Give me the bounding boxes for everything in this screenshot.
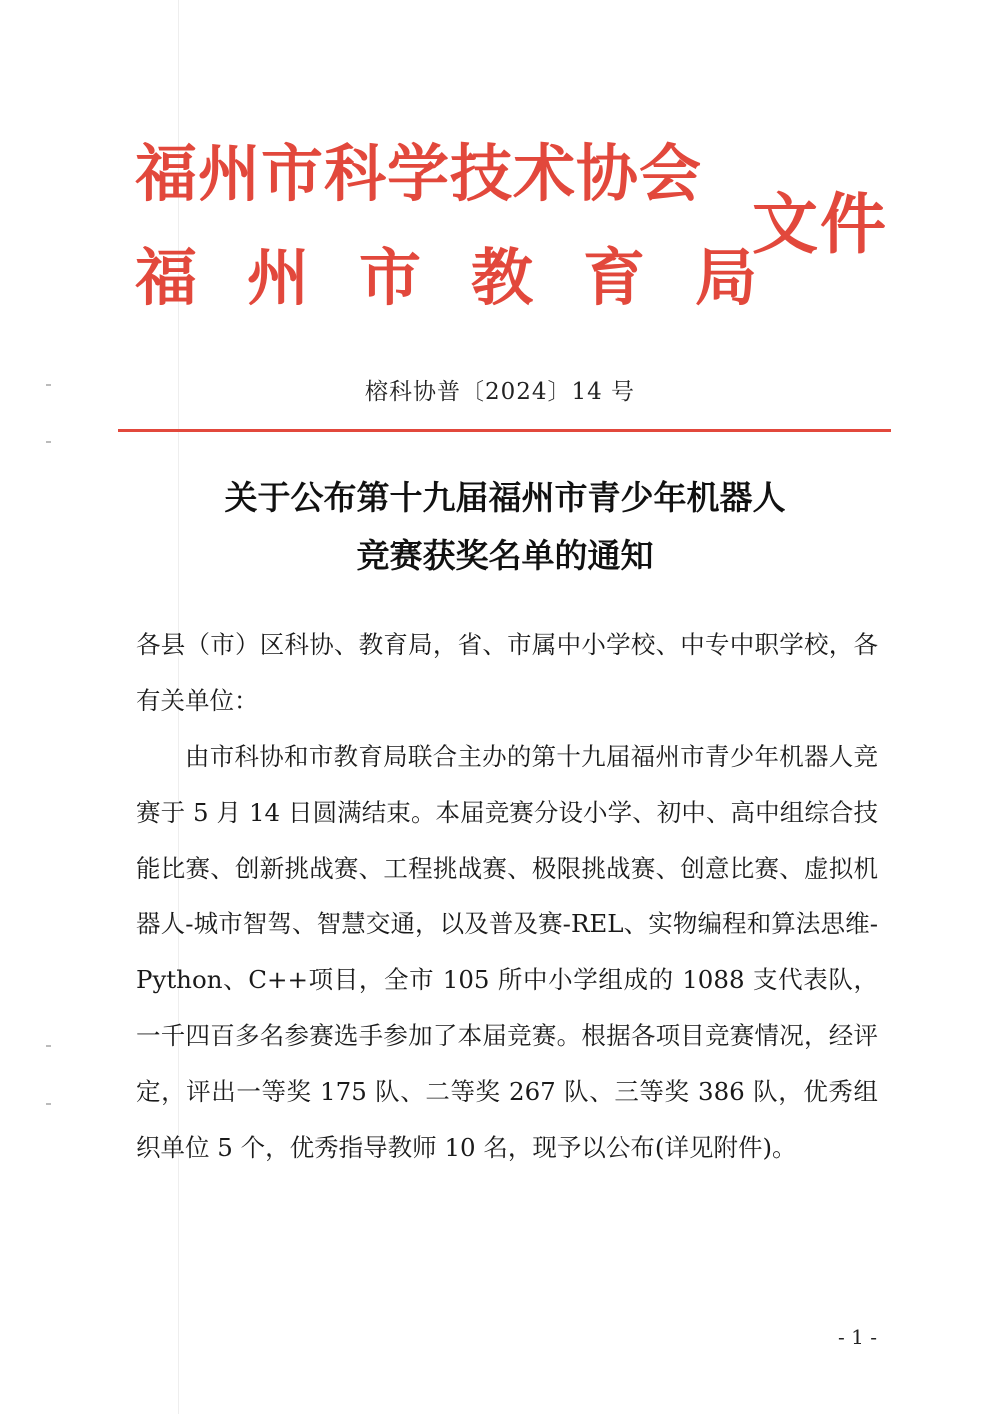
letterhead-red-rule [118,429,891,432]
body-paragraph: 由市科协和市教育局联合主办的第十九届福州市青少年机器人竞赛于 5 月 14 日圆满结束。本届竞赛分设小学、初中、高中组综合技能比赛、创新挑战赛、工程挑战赛、极限挑战赛、创意比赛、虚拟机器人-城市智驾、智慧交通，以及普及赛-REL、实物编程和算法思维-Python、C++项目，全市 105 所中小学组成的 1088 支代表队，一千四百多名参赛选手参加了本届竞赛。根据各项目竞赛情况，经评定，评出一等奖 175 队、二等奖 267 队、三等奖 386 队，优秀组织单位 5 个，优秀指导教师 10 名，现予以公布(详见附件)。 [136,742,878,1162]
document-title-line-1: 关于公布第十九届福州市青少年机器人 [224,478,786,517]
scan-mark [46,441,51,443]
scan-mark [46,1103,51,1105]
salutation: 各县（市）区科协、教育局，省、市属中小学校、中专中职学校，各有关单位： [136,630,878,715]
document-title-line-2: 竞赛获奖名单的通知 [356,536,654,575]
letterhead-org-science-association: 福州市科学技术协会 [135,137,703,210]
document-number: 榕科协普〔2024〕14 号 [364,379,636,405]
scan-mark [46,1045,51,1047]
page-number: - 1 - [838,1325,877,1349]
letterhead-doc-type: 文件 [752,186,888,263]
letterhead-org-education-bureau: 福州市教育局 [135,241,808,314]
